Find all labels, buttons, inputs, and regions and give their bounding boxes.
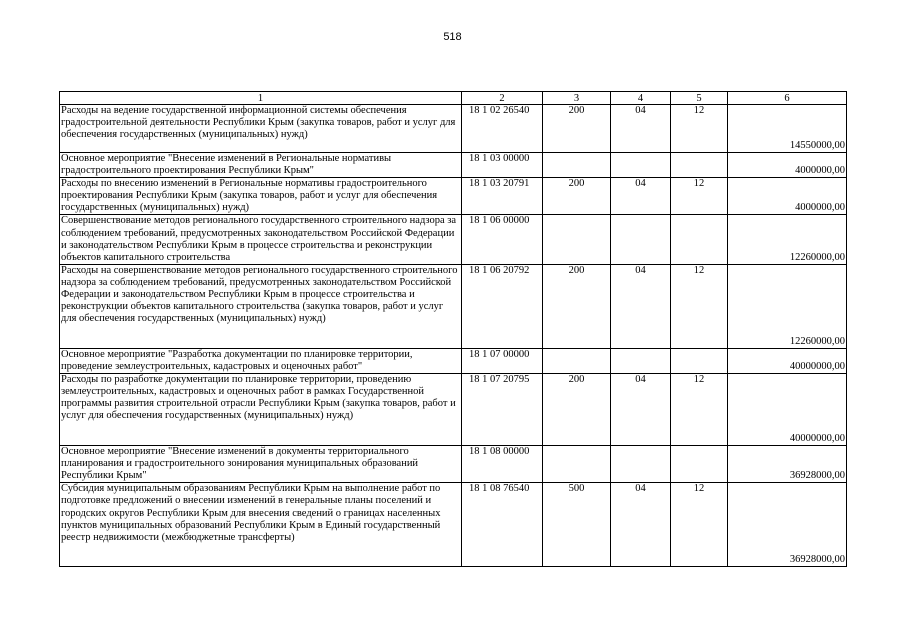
row-sum-cell: 40000000,00 (728, 348, 847, 373)
row-code-cell: 18 1 06 20792 (462, 264, 543, 348)
row-rz-cell: 04 (611, 178, 671, 215)
row-name-cell: Расходы на совершенствование методов регионального государственного строительного надзора за соблюдением требований, предусмотренных законодательством Российской Федерации и законодательством Республики Крым в процессе строительства и реконструкции объектов капитального строительства (закупка товаров, работ и услуг для обеспечения государственных (муниципальных) нужд) (60, 264, 462, 348)
header-cell-vr: 3 (543, 92, 611, 105)
row-name-cell: Совершенствование методов регионального государственного строительного надзора за соблюдением требований, предусмотренных законодательством Российской Федерации и законодательством Республики Крым в процессе строительства и реконструкции объектов капитального строительства (60, 215, 462, 264)
row-vr-cell (543, 215, 611, 264)
table-row (60, 348, 847, 373)
table-row (60, 215, 847, 264)
row-rz-cell: 04 (611, 264, 671, 348)
table-row (60, 374, 847, 446)
row-vr-cell: 200 (543, 178, 611, 215)
row-sum-cell: 4000000,00 (728, 178, 847, 215)
page-number: 518 (443, 31, 462, 43)
row-sum-cell: 40000000,00 (728, 374, 847, 446)
header-row (60, 92, 847, 105)
row-pr-cell (671, 153, 728, 178)
row-vr-cell: 500 (543, 483, 611, 567)
row-sum-cell: 14550000,00 (728, 105, 847, 153)
row-name-cell: Основное мероприятие "Внесение изменений в Региональные нормативы градостроительного проектирования Республики Крым" (60, 153, 462, 178)
row-code-cell: 18 1 07 00000 (462, 348, 543, 373)
row-rz-cell: 04 (611, 105, 671, 153)
table-row (60, 446, 847, 483)
budget-table (59, 91, 847, 567)
row-vr-cell: 200 (543, 264, 611, 348)
row-rz-cell (611, 348, 671, 373)
row-sum-cell: 36928000,00 (728, 446, 847, 483)
row-code-cell: 18 1 06 00000 (462, 215, 543, 264)
header-cell-pr: 5 (671, 92, 728, 105)
row-pr-cell: 12 (671, 264, 728, 348)
row-vr-cell: 200 (543, 105, 611, 153)
header-cell-sum: 6 (728, 92, 847, 105)
row-pr-cell: 12 (671, 178, 728, 215)
row-pr-cell (671, 348, 728, 373)
row-pr-cell: 12 (671, 105, 728, 153)
row-vr-cell (543, 446, 611, 483)
row-name-cell: Расходы по разработке документации по планировке территории, проведению землеустроительных, кадастровых и оценочных работ в рамках Государственной программы развития строительной отрасли Республики Крым (закупка товаров, работ и услуг для обеспечения государственных (муниципальных) нужд) (60, 374, 462, 446)
row-vr-cell (543, 348, 611, 373)
row-pr-cell (671, 215, 728, 264)
row-rz-cell (611, 215, 671, 264)
row-sum-cell: 36928000,00 (728, 483, 847, 567)
row-name-cell: Субсидия муниципальным образованиям Республики Крым на выполнение работ по подготовке предложений о внесении изменений в генеральные планы поселений и городских округов Республики Крым для внесения сведений о границах населенных пунктов муниципальных образований Республики Крым в Единый государственный реестр недвижимости (межбюджетные трансферты) (60, 483, 462, 567)
row-code-cell: 18 1 03 20791 (462, 178, 543, 215)
row-code-cell: 18 1 08 00000 (462, 446, 543, 483)
row-code-cell: 18 1 02 26540 (462, 105, 543, 153)
row-rz-cell: 04 (611, 374, 671, 446)
row-pr-cell (671, 446, 728, 483)
header-cell-rz: 4 (611, 92, 671, 105)
row-rz-cell (611, 153, 671, 178)
table-row (60, 153, 847, 178)
row-sum-cell: 4000000,00 (728, 153, 847, 178)
row-sum-cell: 12260000,00 (728, 264, 847, 348)
row-name-cell: Расходы на ведение государственной информационной системы обеспечения градостроительной деятельности Республики Крым (закупка товаров, работ и услуг для обеспечения государственных (муниципальных) нужд) (60, 105, 462, 153)
row-pr-cell: 12 (671, 483, 728, 567)
table-row (60, 178, 847, 215)
table-row (60, 483, 847, 567)
table-row (60, 105, 847, 153)
header-cell-name: 1 (60, 92, 462, 105)
row-code-cell: 18 1 07 20795 (462, 374, 543, 446)
row-rz-cell: 04 (611, 483, 671, 567)
row-pr-cell: 12 (671, 374, 728, 446)
row-code-cell: 18 1 08 76540 (462, 483, 543, 567)
table-row (60, 264, 847, 348)
row-vr-cell: 200 (543, 374, 611, 446)
row-sum-cell: 12260000,00 (728, 215, 847, 264)
row-vr-cell (543, 153, 611, 178)
row-name-cell: Основное мероприятие "Внесение изменений в документы территориального планирования и градостроительного зонирования муниципальных образований Республики Крым" (60, 446, 462, 483)
row-rz-cell (611, 446, 671, 483)
header-cell-code: 2 (462, 92, 543, 105)
row-code-cell: 18 1 03 00000 (462, 153, 543, 178)
row-name-cell: Расходы по внесению изменений в Региональные нормативы градостроительного проектирования Республики Крым (закупка товаров, работ и услуг для обеспечения государственных (муниципальных) нужд) (60, 178, 462, 215)
row-name-cell: Основное мероприятие "Разработка документации по планировке территории, проведение землеустроительных, кадастровых и оценочных работ" (60, 348, 462, 373)
